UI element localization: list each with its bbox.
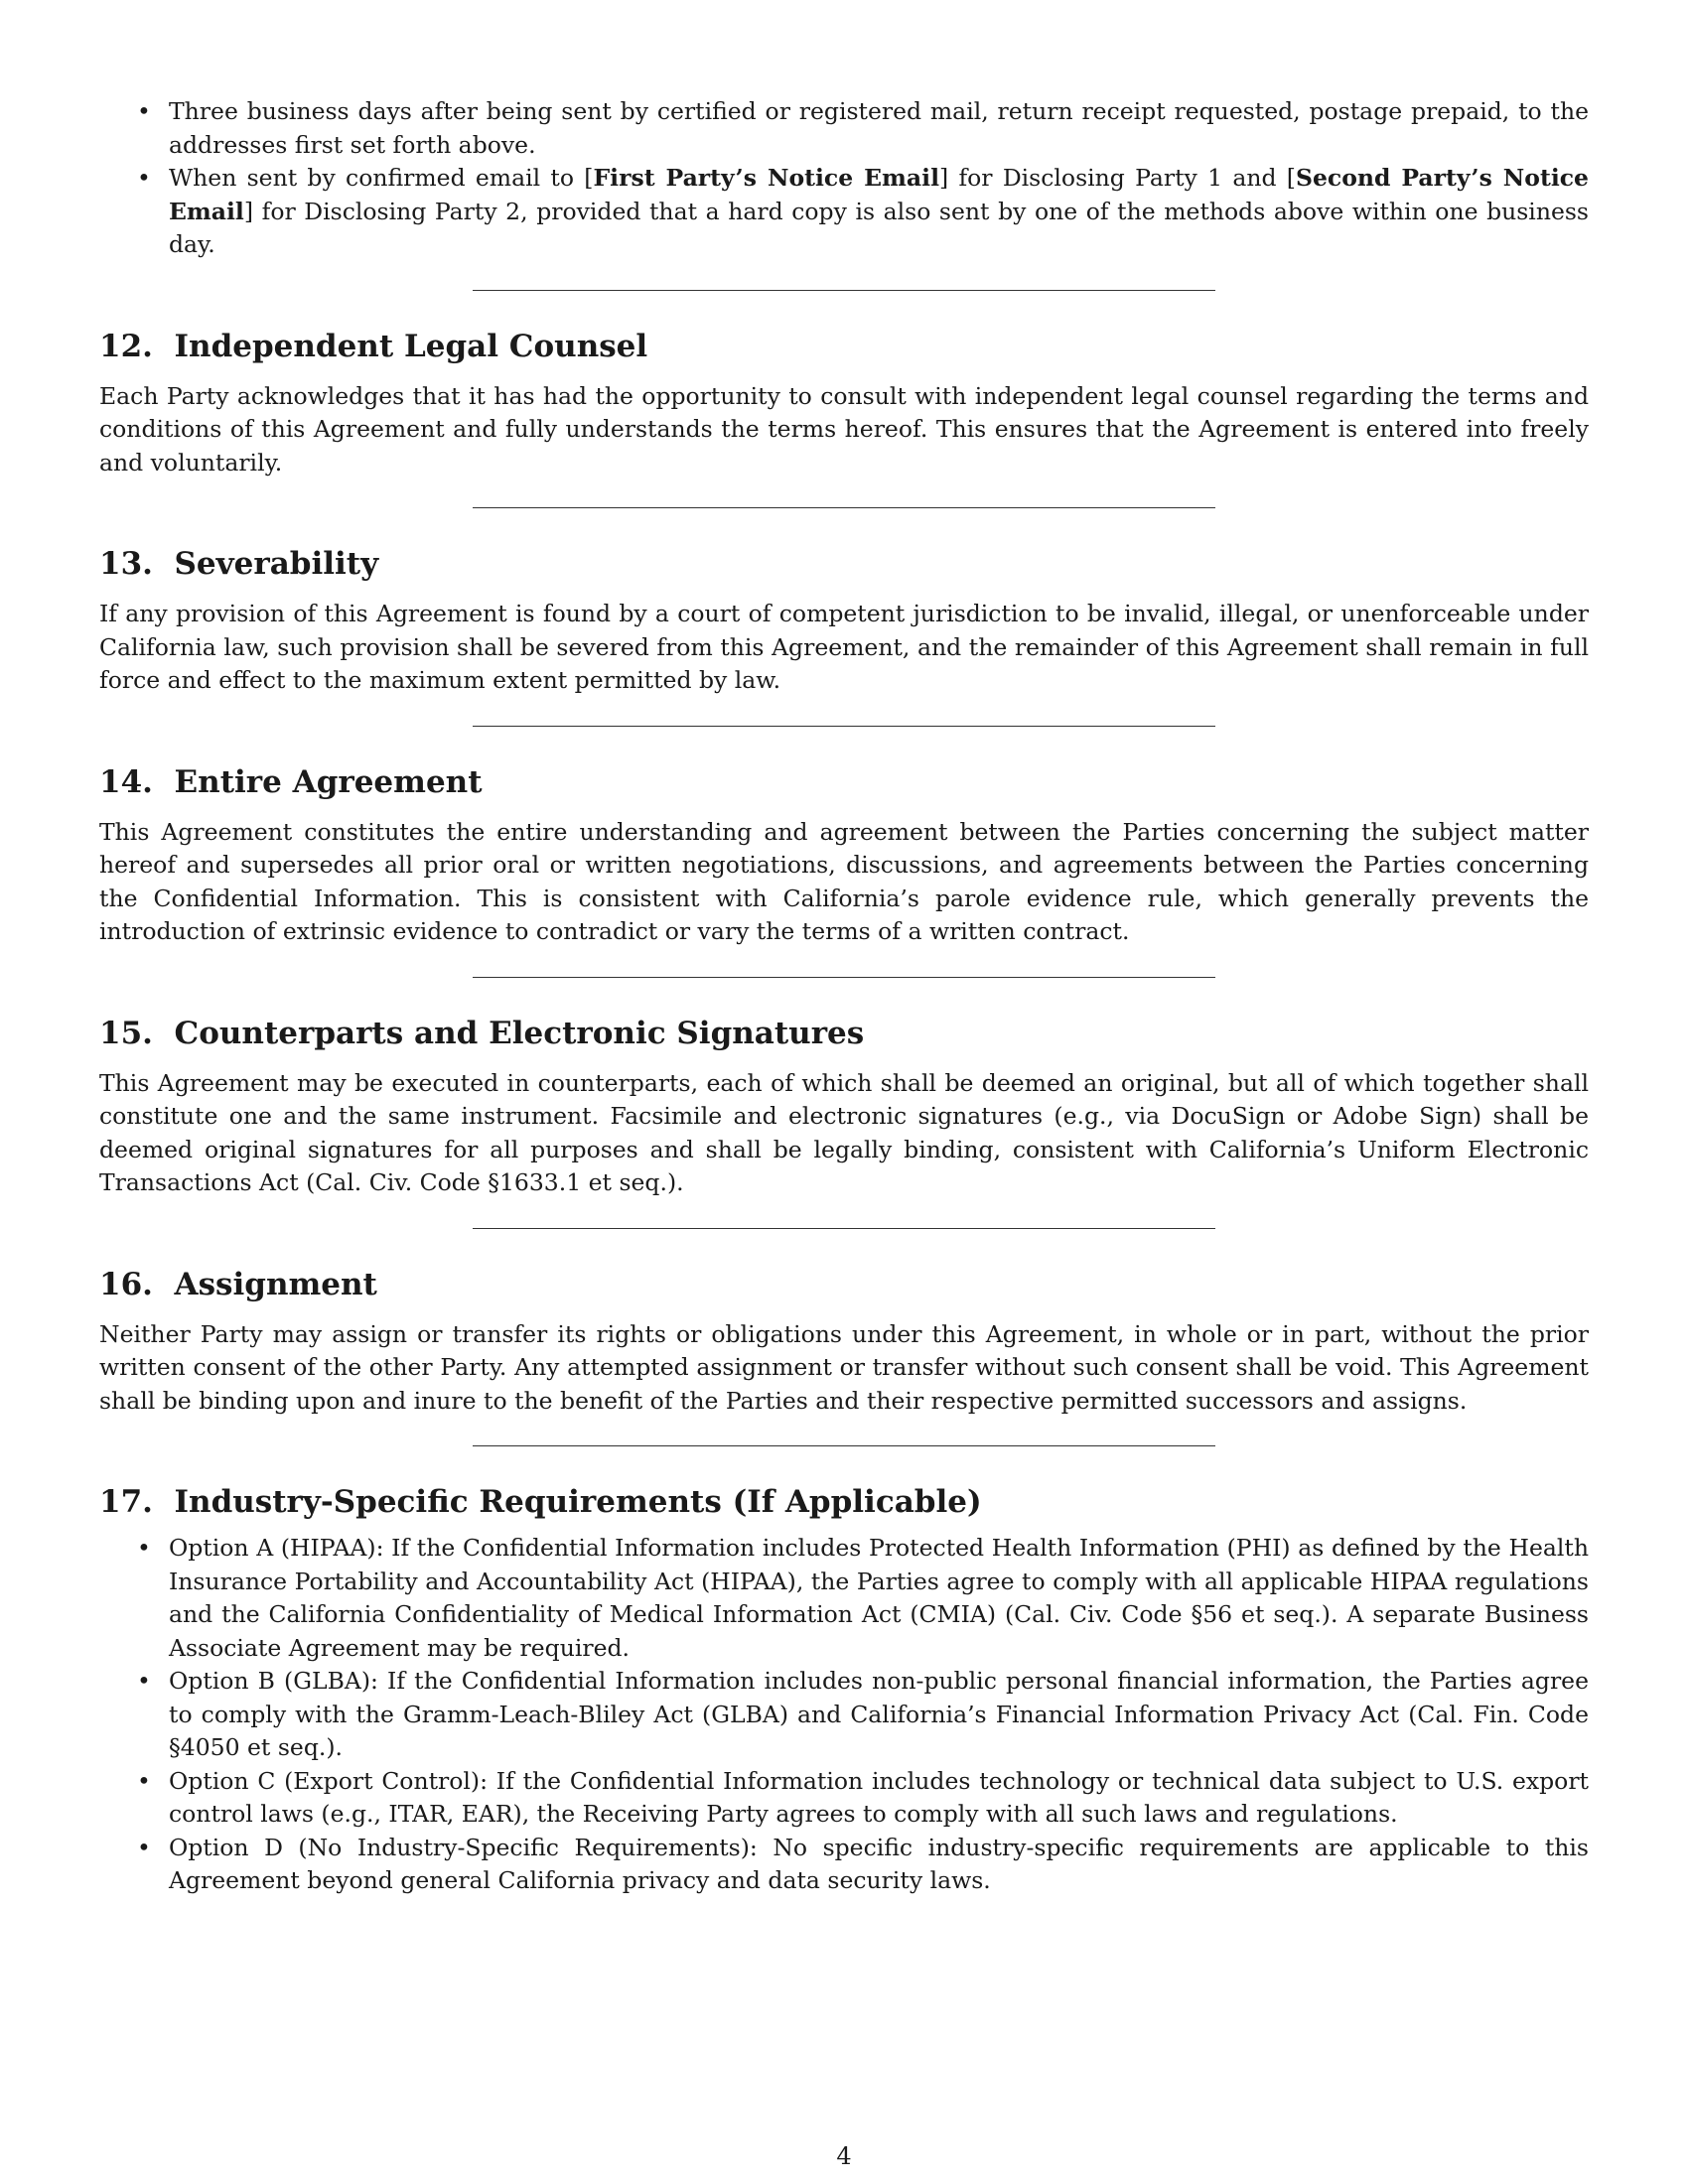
section-body-13: If any provision of this Agreement is found by a court of competent jurisdiction to be invalid, illegal, or unenforceable under California law, such provision shall be severed from this Agreement, and the remainder of this Agreement shall remain in full force and effect to the maximum extent permitted by law. bbox=[99, 600, 1589, 694]
section-divider bbox=[473, 290, 1215, 291]
section-divider bbox=[473, 1445, 1215, 1446]
bullet-icon: • bbox=[137, 164, 151, 192]
section-title: Entire Agreement bbox=[174, 763, 483, 800]
section-number: 14. bbox=[99, 763, 153, 800]
placeholder-second-party-email: Second Party’s Notice Email bbox=[169, 164, 1590, 225]
list-item bbox=[99, 162, 1589, 262]
option-d-text: Option D (No Industry-Specific Requirements): No specific industry-specific requirements are applicable to this Agreement beyond general California privacy and data security laws. bbox=[169, 1833, 1589, 1894]
section-number: 12. bbox=[99, 328, 153, 364]
page-number: 4 bbox=[836, 2142, 852, 2170]
section-divider bbox=[473, 726, 1215, 727]
section-number: 15. bbox=[99, 1015, 153, 1051]
list-item bbox=[99, 1765, 1589, 1832]
bullet-text: ] for Disclosing Party 2, provided that a hard copy is also sent by one of the methods above within one business day. bbox=[169, 197, 1589, 258]
section-heading-12 bbox=[99, 327, 1589, 366]
section-heading-17 bbox=[99, 1482, 1589, 1522]
section-divider bbox=[473, 977, 1215, 978]
section-divider bbox=[473, 507, 1215, 508]
section-title: Counterparts and Electronic Signatures bbox=[174, 1015, 865, 1051]
bullet-icon: • bbox=[137, 1667, 151, 1695]
section-heading-14 bbox=[99, 762, 1589, 802]
section-heading-16 bbox=[99, 1265, 1589, 1304]
section-title: Assignment bbox=[174, 1266, 377, 1302]
list-item bbox=[99, 1665, 1589, 1765]
list-item bbox=[99, 95, 1589, 162]
section-divider bbox=[473, 1228, 1215, 1229]
list-item bbox=[99, 1532, 1589, 1665]
section-number: 16. bbox=[99, 1266, 153, 1302]
bullet-text: ] for Disclosing Party 1 and [ bbox=[939, 164, 1296, 192]
bullet-text: Three business days after being sent by certified or registered mail, return receipt requested, postage prepaid, to the addresses first set forth above. bbox=[169, 97, 1589, 159]
placeholder-first-party-email: First Party’s Notice Email bbox=[593, 164, 940, 192]
section-number: 13. bbox=[99, 546, 153, 582]
section-title: Severability bbox=[174, 546, 379, 582]
bullet-icon: • bbox=[137, 1766, 151, 1795]
list-item bbox=[99, 1832, 1589, 1898]
section-title: Independent Legal Counsel bbox=[174, 328, 648, 364]
section-heading-13 bbox=[99, 544, 1589, 584]
bullet-icon: • bbox=[137, 1534, 151, 1562]
option-b-text: Option B (GLBA): If the Confidential Information includes non-public personal financial information, the Parties agree to comply with the Gramm-Leach-Bliley Act (GLBA) and California’s Financial Information Privacy Act (Cal. Fin. Code §4050 et seq.). bbox=[169, 1667, 1589, 1761]
section-body-15: This Agreement may be executed in counterparts, each of which shall be deemed an original, but all of which together shall constitute one and the same instrument. Facsimile and electronic signatures (e.g., via DocuSign or Adobe Sign) shall be deemed original signatures for all purposes and shall be legally binding, consistent with California’s Uniform Electronic Transactions Act (Cal. Civ. Code §1633.1 et seq.). bbox=[99, 1068, 1589, 1196]
document-page bbox=[99, 95, 1589, 1898]
option-c-text: Option C (Export Control): If the Confidential Information includes technology or technical data subject to U.S. export control laws (e.g., ITAR, EAR), the Receiving Party agrees to comply with all such laws and regulations. bbox=[169, 1766, 1589, 1828]
bullet-icon: • bbox=[137, 97, 151, 125]
section-body-14: This Agreement constitutes the entire understanding and agreement between the Parties concerning the subject matter hereof and supersedes all prior oral or written negotiations, discussions, and agreements between the Parties concerning the Confidential Information. This is consistent with California’s parole evidence rule, which generally prevents the introduction of extrinsic evidence to contradict or vary the terms of a written contract. bbox=[99, 817, 1589, 945]
notice-methods-list bbox=[99, 95, 1589, 262]
section-body-12: Each Party acknowledges that it has had the opportunity to consult with independent legal counsel regarding the terms and conditions of this Agreement and fully understands the terms hereof. This ensures that the Agreement is entered into freely and voluntarily. bbox=[99, 381, 1589, 477]
section-heading-15 bbox=[99, 1014, 1589, 1053]
industry-options-list bbox=[99, 1532, 1589, 1898]
bullet-text: When sent by confirmed email to [ bbox=[169, 164, 594, 192]
bullet-icon: • bbox=[137, 1833, 151, 1861]
section-title: Industry-Specific Requirements (If Applicable) bbox=[174, 1484, 982, 1520]
section-body-16: Neither Party may assign or transfer its rights or obligations under this Agreement, in whole or in part, without the prior written consent of the other Party. Any attempted assignment or transfer without such consent shall be void. This Agreement shall be binding upon and inure to the benefit of the Parties and their respective permitted successors and assigns. bbox=[99, 1319, 1589, 1415]
option-a-text: Option A (HIPAA): If the Confidential Information includes Protected Health Information (PHI) as defined by the Health Insurance Portability and Accountability Act (HIPAA), the Parties agree to comply with all applicable HIPAA regulations and the California Confidentiality of Medical Information Act (CMIA) (Cal. Civ. Code §56 et seq.). A separate Business Associate Agreement may be required. bbox=[169, 1534, 1589, 1662]
section-number: 17. bbox=[99, 1484, 153, 1520]
